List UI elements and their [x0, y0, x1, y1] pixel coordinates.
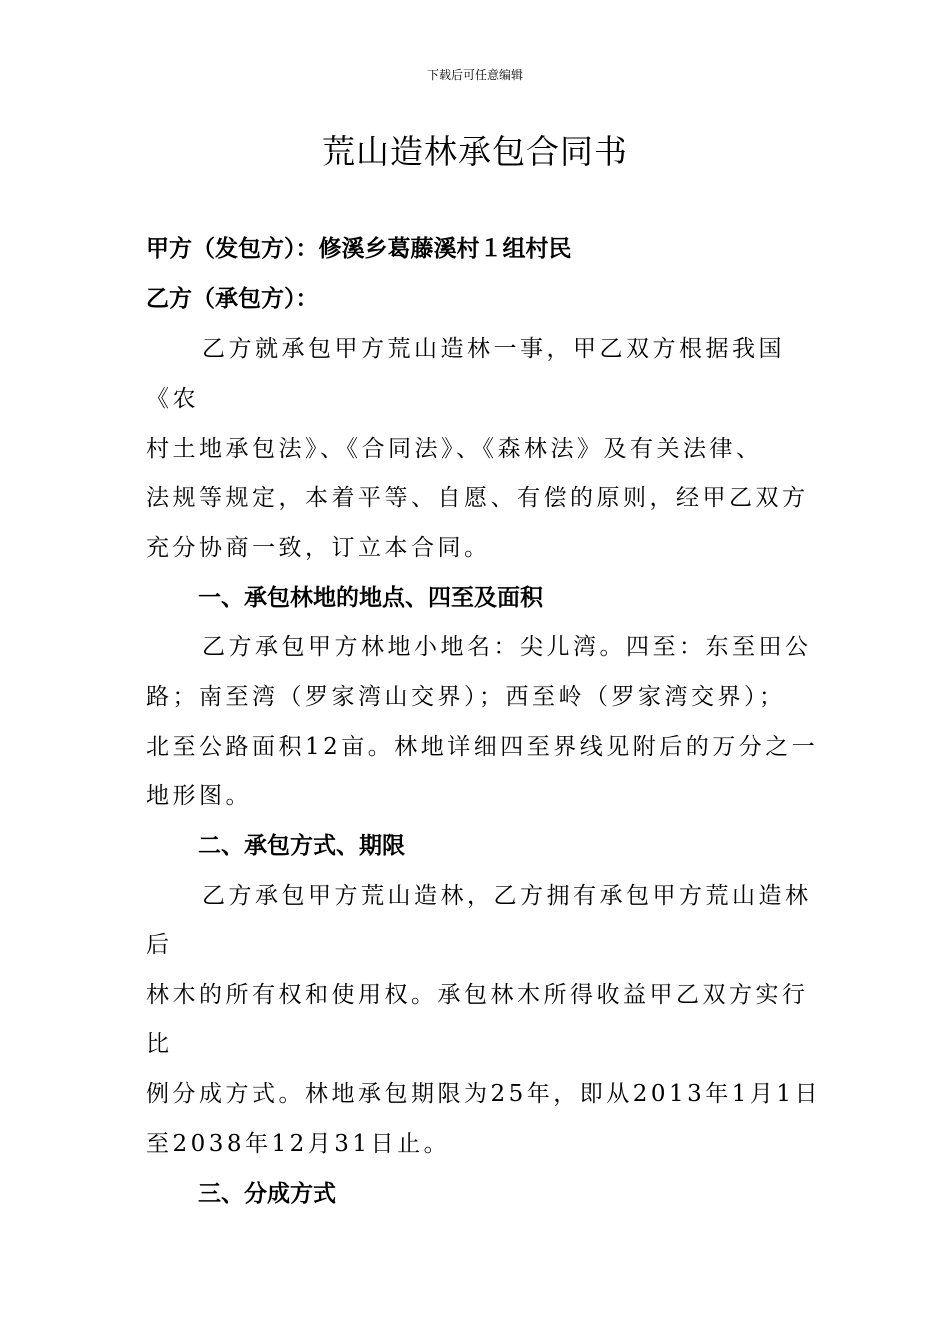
section-1-heading: 一、承包林地的地点、四至及面积 — [198, 585, 543, 611]
section-1-line: 地形图。 — [146, 783, 252, 809]
section-2-line: 比 — [146, 1031, 173, 1057]
header-note: 下载后可任意编辑 — [426, 68, 523, 82]
intro-line: 充分协商一致，订立本合同。 — [146, 535, 491, 561]
section-1-line: 北至公路面积12亩。林地详细四至界线见附后的万分之一 — [146, 734, 819, 760]
section-2-line: 乙方承包甲方荒山造林，乙方拥有承包甲方荒山造林 — [202, 883, 812, 909]
section-2-line: 至2038年12月31日止。 — [146, 1131, 451, 1157]
section-1-line: 路；南至湾（罗家湾山交界）；西至岭（罗家湾交界）； — [146, 684, 786, 710]
party-b: 乙方（承包方）： — [146, 286, 319, 312]
party-a: 甲方（发包方）：修溪乡葛藤溪村１组村民 — [146, 236, 572, 262]
section-2-line: 林木的所有权和使用权。承包林木所得收益甲乙双方实行 — [146, 982, 809, 1008]
section-2-line: 例分成方式。林地承包期限为25年，即从2013年1月1日 — [146, 1081, 822, 1107]
section-2-line: 后 — [146, 932, 173, 958]
section-1-line: 乙方承包甲方林地小地名：尖儿湾。四至：东至田公 — [202, 634, 812, 660]
intro-line: 乙方就承包甲方荒山造林一事，甲乙双方根据我国 — [202, 336, 785, 362]
document-title: 荒山造林承包合同书 — [322, 132, 628, 171]
section-2-heading: 二、承包方式、期限 — [198, 833, 405, 859]
section-3-heading: 三、分成方式 — [198, 1181, 336, 1207]
intro-line: 村土地承包法》、《合同法》、《森林法》及有关法律、 — [146, 436, 763, 462]
intro-line: 法规等规定，本着平等、自愿、有偿的原则，经甲乙双方 — [146, 485, 809, 511]
intro-line: 《农 — [146, 386, 199, 412]
